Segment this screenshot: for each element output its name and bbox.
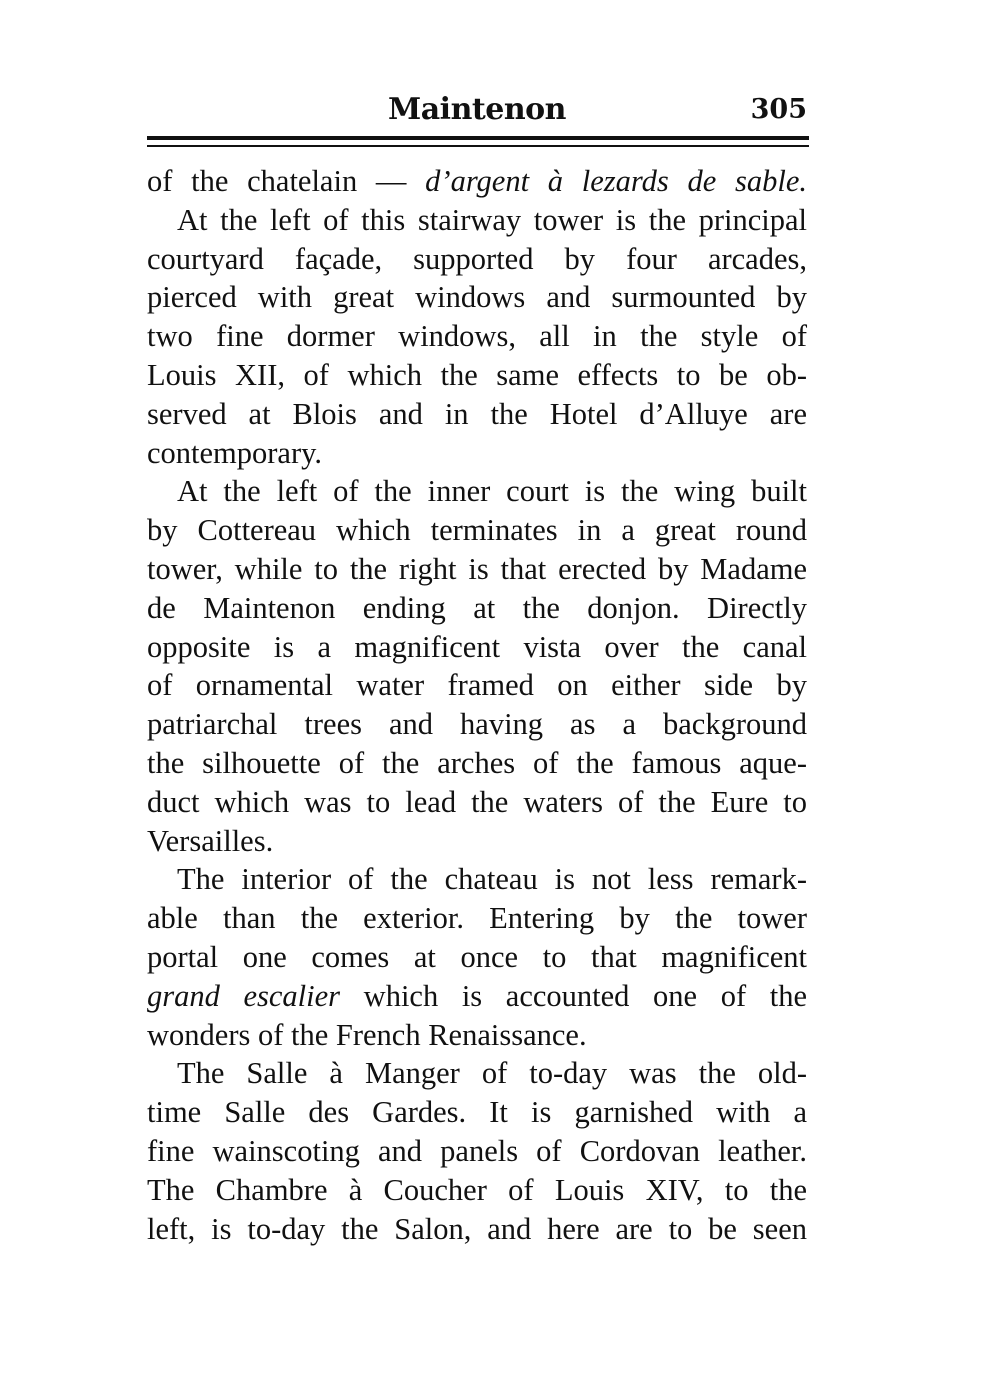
page-number: 305 bbox=[750, 94, 807, 125]
text-line: duct which was to lead the waters of the Eure to bbox=[147, 784, 807, 819]
text-line: the silhouette of the arches of the famous aque- bbox=[147, 745, 807, 780]
text-line: grand escalier which is accounted one of the bbox=[147, 978, 807, 1013]
running-head-title: Maintenon bbox=[388, 92, 566, 127]
text-line: wonders of the French Renaissance. bbox=[147, 1017, 587, 1052]
text-line: contemporary. bbox=[147, 435, 323, 470]
text-line: by Cottereau which terminates in a great round bbox=[147, 513, 807, 548]
text-line: portal one comes at once to that magnificent bbox=[147, 939, 807, 974]
running-head bbox=[147, 92, 807, 132]
body-text bbox=[147, 162, 807, 1248]
text-line: Versailles. bbox=[147, 823, 274, 858]
text-line: pierced with great windows and surmounted by bbox=[147, 280, 807, 315]
text-line: de Maintenon ending at the donjon. Directly bbox=[147, 590, 807, 625]
text-line: The Salle à Manger of to-day was the old- bbox=[177, 1056, 807, 1091]
text-line: left, is to-day the Salon, and here are to be seen bbox=[147, 1211, 807, 1246]
text-line: of ornamental water framed on either side by bbox=[147, 668, 807, 703]
text-line: patriarchal trees and having as a background bbox=[147, 707, 807, 742]
text-line: two fine dormer windows, all in the style of bbox=[147, 319, 807, 354]
text-line: served at Blois and in the Hotel d’Alluye are bbox=[147, 396, 807, 431]
text-line: opposite is a magnificent vista over the canal bbox=[147, 629, 807, 664]
text-line: able than the exterior. Entering by the tower bbox=[147, 901, 807, 936]
text-line: At the left of the inner court is the wing built bbox=[177, 474, 807, 509]
text-line: tower, while to the right is that erected by Madame bbox=[147, 551, 807, 586]
text-line: courtyard façade, supported by four arcades, bbox=[147, 241, 807, 276]
text-line: of the chatelain — d’argent à lezards de sable. bbox=[147, 164, 807, 198]
text-line: At the left of this stairway tower is the principal bbox=[177, 202, 807, 237]
text-line: fine wainscoting and panels of Cordovan leather. bbox=[147, 1133, 807, 1168]
header-rule-thick bbox=[147, 136, 809, 140]
header-rule-thin bbox=[147, 145, 809, 147]
text-line: The Chambre à Coucher of Louis XIV, to the bbox=[147, 1172, 807, 1207]
text-line: Louis XII, of which the same effects to be ob- bbox=[147, 357, 807, 392]
text-line: time Salle des Gardes. It is garnished with a bbox=[147, 1095, 807, 1130]
text-line: The interior of the chateau is not less remark- bbox=[177, 862, 807, 897]
